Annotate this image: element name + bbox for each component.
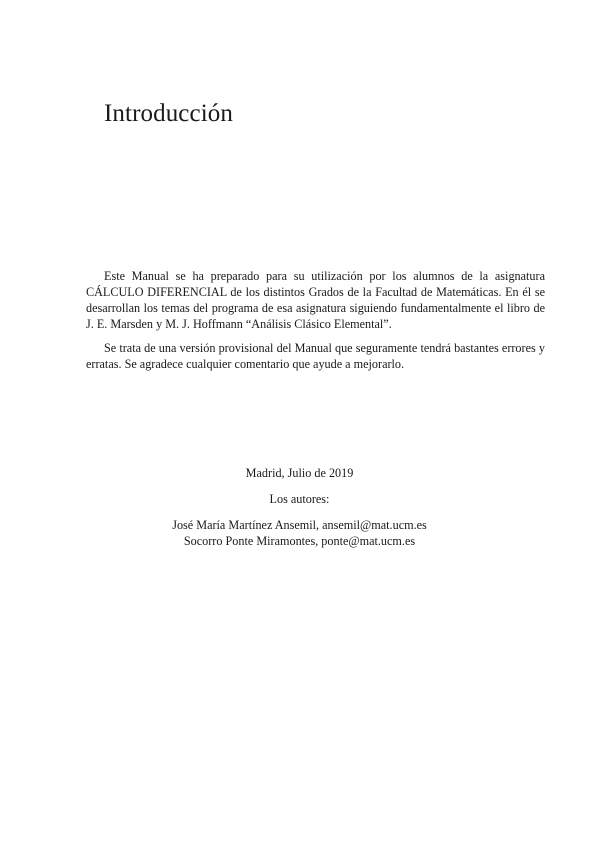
- chapter-title: Introducción: [104, 100, 233, 127]
- authors-label: Los autores:: [269, 492, 330, 506]
- author-line: José María Martínez Ansemil, ansemil@mat.ucm.es: [172, 518, 427, 532]
- intro-paragraph-1-block: [86, 268, 545, 332]
- intro-paragraph: Este Manual se ha preparado para su utilización por los alumnos de la asignatura CÁLCULO DIFERENCIAL de los distintos Grados de la Facultad de Matemáticas. En él se desarrollan los temas del programa de esa asignatura siguiendo fundamentalmente el libro de J. E. Marsden y M. J. Hoffmann “Análisis Clásico Elemental”.: [86, 269, 545, 331]
- author-line: Socorro Ponte Miramontes, ponte@mat.ucm.es: [183, 534, 416, 548]
- intro-paragraph-2-block: [86, 340, 545, 372]
- intro-paragraph: Se trata de una versión provisional del Manual que seguramente tendrá bastantes errores y erratas. Se agradece cualquier comentario que ayude a mejorarlo.: [86, 341, 545, 371]
- place-date: Madrid, Julio de 2019: [245, 466, 354, 480]
